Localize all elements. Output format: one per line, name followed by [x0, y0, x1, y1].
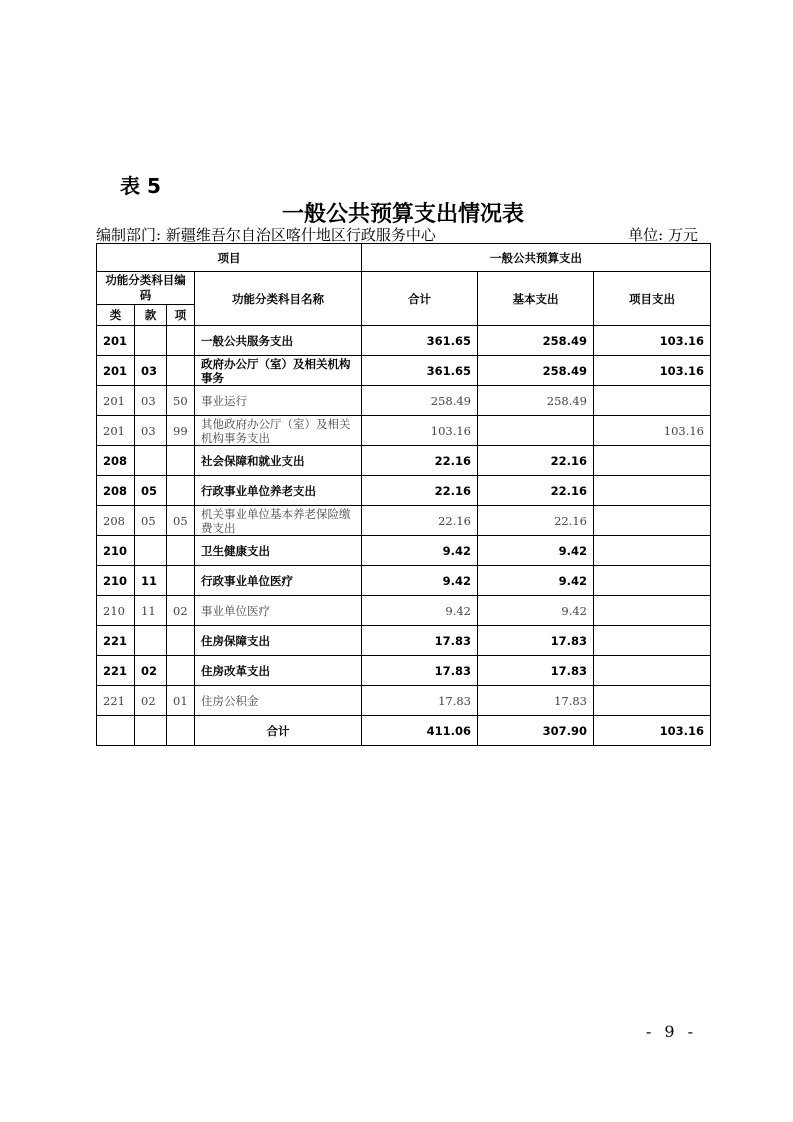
table-row	[97, 506, 711, 536]
cell-empty	[97, 716, 135, 746]
cell-xiang	[167, 626, 195, 656]
cell-basic: 22.16	[478, 506, 594, 536]
page-title: 一般公共预算支出情况表	[281, 202, 524, 227]
cell-basic: 22.16	[478, 446, 594, 476]
cell-xiang	[167, 356, 195, 386]
total-row	[97, 716, 711, 746]
cell-name: 卫生健康支出	[195, 536, 362, 566]
table-row	[97, 326, 711, 356]
cell-kuan: 03	[135, 356, 167, 386]
cell-basic: 22.16	[478, 476, 594, 506]
cell-kuan	[135, 536, 167, 566]
table-row	[97, 386, 711, 416]
cell-item	[594, 656, 711, 686]
cell-total-sum: 411.06	[362, 716, 478, 746]
cell-name: 住房公积金	[195, 686, 362, 716]
cell-lei: 208	[97, 506, 135, 536]
table-row	[97, 656, 711, 686]
budget-table	[96, 243, 711, 746]
cell-total-label: 合计	[195, 716, 362, 746]
cell-xiang	[167, 566, 195, 596]
cell-lei: 210	[97, 596, 135, 626]
cell-name: 行政事业单位医疗	[195, 566, 362, 596]
table-label: 表 5	[120, 174, 161, 198]
cell-item	[594, 446, 711, 476]
cell-item	[594, 626, 711, 656]
cell-item	[594, 476, 711, 506]
cell-total: 361.65	[362, 326, 478, 356]
header-lei: 类	[97, 305, 135, 326]
header-xiang: 项	[167, 305, 195, 326]
cell-item	[594, 596, 711, 626]
table-row	[97, 446, 711, 476]
cell-lei: 201	[97, 326, 135, 356]
header-basic: 基本支出	[478, 272, 594, 326]
cell-basic: 17.83	[478, 656, 594, 686]
cell-item	[594, 536, 711, 566]
cell-empty	[135, 716, 167, 746]
cell-total: 103.16	[362, 416, 478, 446]
cell-kuan: 05	[135, 506, 167, 536]
cell-basic: 17.83	[478, 626, 594, 656]
cell-empty	[167, 716, 195, 746]
cell-kuan: 02	[135, 686, 167, 716]
header-name: 功能分类科目名称	[195, 272, 362, 326]
cell-name: 住房保障支出	[195, 626, 362, 656]
cell-item: 103.16	[594, 416, 711, 446]
cell-lei: 201	[97, 356, 135, 386]
cell-total: 361.65	[362, 356, 478, 386]
cell-xiang	[167, 326, 195, 356]
meta-row	[96, 224, 698, 245]
header-item: 项目支出	[594, 272, 711, 326]
cell-kuan: 03	[135, 416, 167, 446]
cell-total: 9.42	[362, 566, 478, 596]
cell-basic: 258.49	[478, 356, 594, 386]
cell-item: 103.16	[594, 356, 711, 386]
cell-basic	[478, 416, 594, 446]
cell-item	[594, 566, 711, 596]
cell-xiang	[167, 446, 195, 476]
cell-item	[594, 506, 711, 536]
cell-lei: 201	[97, 386, 135, 416]
cell-basic: 9.42	[478, 536, 594, 566]
cell-kuan: 05	[135, 476, 167, 506]
cell-kuan: 11	[135, 566, 167, 596]
cell-basic: 258.49	[478, 326, 594, 356]
cell-lei: 210	[97, 536, 135, 566]
cell-lei: 201	[97, 416, 135, 446]
cell-xiang: 05	[167, 506, 195, 536]
cell-total: 17.83	[362, 686, 478, 716]
cell-basic: 9.42	[478, 596, 594, 626]
cell-total: 22.16	[362, 476, 478, 506]
cell-total: 22.16	[362, 506, 478, 536]
table-row	[97, 566, 711, 596]
cell-name: 其他政府办公厅（室）及相关机构事务支出	[195, 416, 362, 446]
cell-lei: 210	[97, 566, 135, 596]
cell-kuan: 11	[135, 596, 167, 626]
table-row	[97, 356, 711, 386]
cell-item	[594, 686, 711, 716]
cell-name: 事业运行	[195, 386, 362, 416]
cell-name: 机关事业单位基本养老保险缴费支出	[195, 506, 362, 536]
table-row	[97, 416, 711, 446]
cell-total: 22.16	[362, 446, 478, 476]
table-row	[97, 596, 711, 626]
cell-kuan	[135, 326, 167, 356]
header-project: 项目	[97, 244, 362, 272]
header-total: 合计	[362, 272, 478, 326]
unit-label: 单位: 万元	[628, 226, 698, 244]
header-code-group: 功能分类科目编码	[97, 272, 195, 305]
cell-name: 行政事业单位养老支出	[195, 476, 362, 506]
header-kuan: 款	[135, 305, 167, 326]
cell-basic: 258.49	[478, 386, 594, 416]
table-row	[97, 476, 711, 506]
header-budget: 一般公共预算支出	[362, 244, 711, 272]
cell-item-sum: 103.16	[594, 716, 711, 746]
cell-name: 政府办公厅（室）及相关机构事务	[195, 356, 362, 386]
cell-name: 事业单位医疗	[195, 596, 362, 626]
table-row	[97, 626, 711, 656]
table-row	[97, 686, 711, 716]
cell-xiang	[167, 656, 195, 686]
cell-total: 17.83	[362, 626, 478, 656]
cell-item	[594, 386, 711, 416]
cell-lei: 221	[97, 656, 135, 686]
cell-total: 258.49	[362, 386, 478, 416]
cell-basic: 9.42	[478, 566, 594, 596]
dept-label: 编制部门: 新疆维吾尔自治区喀什地区行政服务中心	[96, 226, 436, 244]
cell-kuan: 03	[135, 386, 167, 416]
cell-total: 9.42	[362, 536, 478, 566]
cell-lei: 208	[97, 476, 135, 506]
page-number: - 9 -	[645, 1022, 697, 1041]
cell-xiang: 99	[167, 416, 195, 446]
cell-name: 社会保障和就业支出	[195, 446, 362, 476]
cell-lei: 208	[97, 446, 135, 476]
cell-kuan	[135, 446, 167, 476]
cell-lei: 221	[97, 626, 135, 656]
cell-total: 17.83	[362, 656, 478, 686]
cell-lei: 221	[97, 686, 135, 716]
cell-total: 9.42	[362, 596, 478, 626]
cell-name: 住房改革支出	[195, 656, 362, 686]
cell-xiang: 01	[167, 686, 195, 716]
cell-kuan: 02	[135, 656, 167, 686]
cell-basic-sum: 307.90	[478, 716, 594, 746]
cell-xiang	[167, 476, 195, 506]
table-row	[97, 536, 711, 566]
cell-kuan	[135, 626, 167, 656]
cell-item: 103.16	[594, 326, 711, 356]
cell-basic: 17.83	[478, 686, 594, 716]
cell-name: 一般公共服务支出	[195, 326, 362, 356]
cell-xiang: 02	[167, 596, 195, 626]
cell-xiang: 50	[167, 386, 195, 416]
cell-xiang	[167, 536, 195, 566]
